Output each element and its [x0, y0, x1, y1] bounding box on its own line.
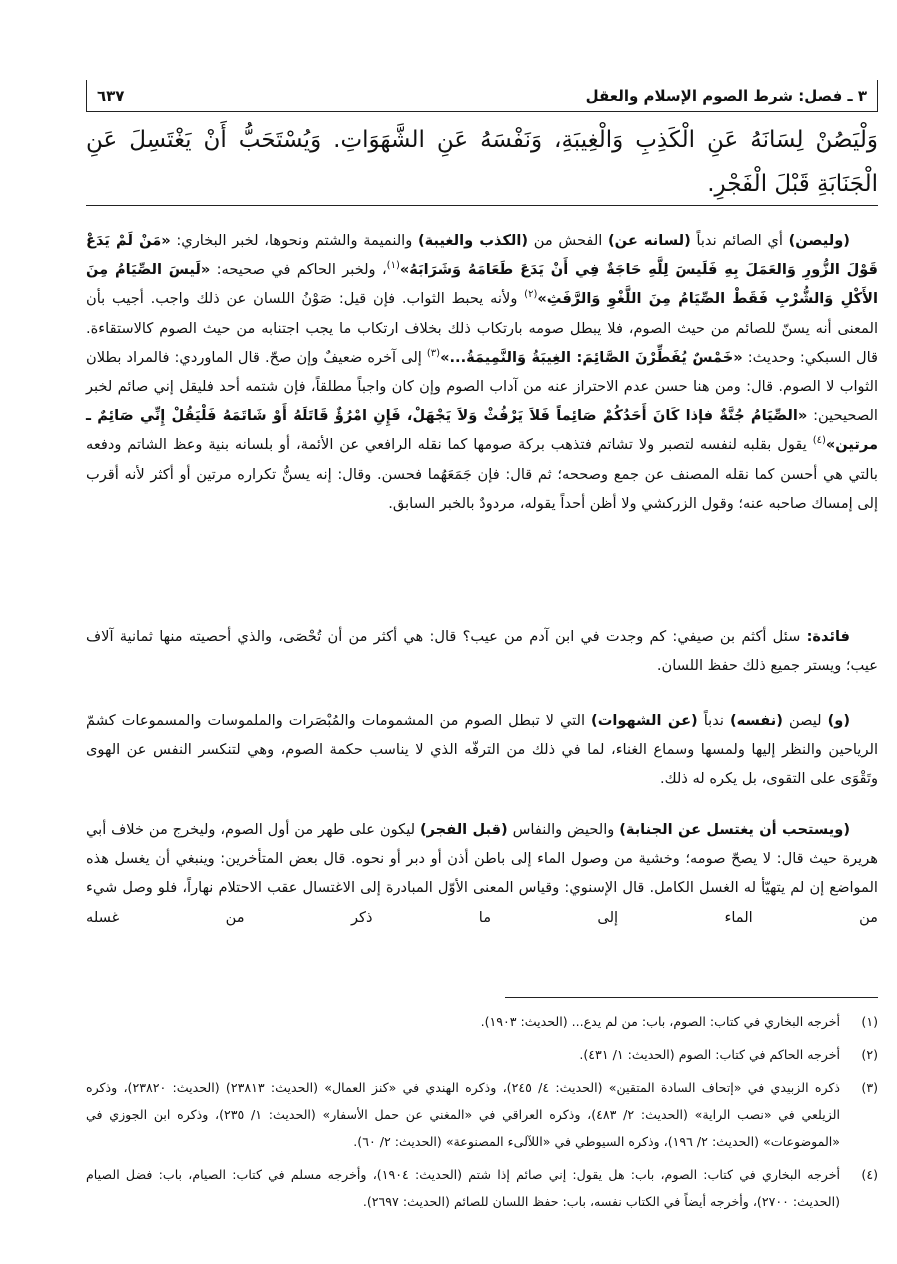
- divider: [86, 205, 878, 206]
- commentary-paragraph: [86, 815, 878, 932]
- footnote-text: أخرجه البخاري في كتاب: الصوم، باب: هل يقول: إني صائم إذا شتم (الحديث: ١٩٠٤)، وأخرجه مسلم في كتاب: الصيام، باب: فضل الصيام (الحديث: ٢٧٠٠)، وأخرجه أيضاً في الكتاب نفسه، باب: حفظ اللسان للصائم (الحديث: ٢٦٩٧).: [86, 1167, 840, 1209]
- footnote-ref: (٣): [426, 347, 441, 359]
- text-segment: ندباً: [697, 712, 730, 729]
- footnote: [86, 1074, 878, 1155]
- text-segment: والنميمة والشتم ونحوها، لخبر البخاري:: [170, 232, 418, 249]
- bold-segment: فائدة:: [806, 628, 850, 645]
- footnote-number: (١): [861, 1014, 878, 1029]
- footnote-number: (٣): [861, 1080, 878, 1095]
- footnote-number: (٢): [861, 1047, 878, 1062]
- commentary-paragraph: [86, 706, 878, 794]
- bold-segment: (قبل الفجر): [419, 821, 508, 838]
- footnote: [86, 1008, 878, 1035]
- text-segment: يقول بقلبه لنفسه لتصبر ولا تشاتم فتذهب بركة صومها كما نقله الرافعي عن الأئمة، أو بلسانه بنية وعظ الشاتم ودفعه بالتي هي أحسن كما نقله المصنف عن جمع وصححه؛ ثم قال: فإن جَمَعَهُما فحسن. وقال: إنه يسنُّ تكراره مرتين أو أكثر لأنه أقرب إلى إمساك صاحبه عنه؛ وقول الزركشي ولا أظن أحداً يقوله، مردودٌ بالخبر السابق.: [86, 436, 878, 512]
- footnote-divider: [505, 997, 878, 998]
- text-segment: ليصن: [782, 712, 828, 729]
- footnote-ref: (٢): [524, 289, 538, 301]
- footnote-number: (٤): [861, 1167, 878, 1182]
- bold-segment: «لَيسَ الصِّيَامُ مِنَ الأَكْلِ وَالشُّرْبِ فَقَطْ الصِّيَامُ مِنَ اللَّغْوِ وَالرَّفَثِ»: [86, 261, 878, 308]
- bold-segment: (الكذب والغيبة): [417, 232, 529, 249]
- bold-segment: (ويستحب أن يغتسل عن الجنابة): [619, 821, 850, 838]
- footnote-ref: (٤): [812, 435, 826, 447]
- text-segment: أي الصائم ندباً: [690, 232, 789, 249]
- footnote-text: أخرجه البخاري في كتاب: الصوم، باب: من لم يدع... (الحديث: ١٩٠٣).: [480, 1014, 840, 1029]
- bold-segment: (عن الشهوات): [591, 712, 698, 729]
- text-segment: الفحش من: [528, 232, 609, 249]
- text-segment: والحيض والنفاس: [507, 821, 620, 838]
- bold-segment: «مَنْ لَمْ يَدَعْ قَوْلَ الزُّورِ وَالعَمَلَ بِهِ فَلَيسَ لِلَّهِ حَاجَةٌ فِي أَنْ يَدَعَ طَعَامَهُ وَشَرَابَهُ»: [86, 232, 878, 279]
- footnote-text: ذكره الزبيدي في «إتحاف السادة المتقين» (الحديث: ٤/ ٢٤٥)، وذكره الهندي في «كنز العمال» (الحديث: ٢٣٨١٣) (الحديث: ٢٣٨٢٠)، وذكره الزيلعي في «نصب الراية» (الحديث: ٢/ ٤٨٣)، وذكره العراقي في «المغني عن حمل الأسفار» (الحديث: ١/ ٢٣٥)، وذكره ابن الجوزي في «الموضوعات» (الحديث: ٢/ ١٩٦)، وذكره السيوطي في «اللآلىء المصنوعة» (الحديث: ٢/ ٦٠).: [86, 1080, 841, 1149]
- bold-segment: «خَمْسٌ يُفَطِّرْنَ الصَّائِمَ: الغِيبَةُ وَالنَّمِيمَةُ...»: [440, 348, 743, 366]
- text-segment: إلى آخره ضعيفٌ وإن صحّ. قال الماوردي: فالمراد بطلان الثواب لا الصوم. قال: ومن هنا حسن عدم الاحتراز عنه من آداب الصوم وإن كان واجباً مطلقاً، فإن شتمه أحد فليقل إني صائم لخبر الصحيحين:: [86, 348, 878, 425]
- footnote-ref: (١): [386, 260, 400, 272]
- text-segment: ، ولخبر الحاكم في صحيحه:: [210, 261, 387, 279]
- main-text: وَلْيَصُنْ لِسَانَهُ عَنِ الْكَذِبِ وَالْغِيبَةِ، وَنَفْسَهُ عَنِ الشَّهَوَاتِ. وَيُسْتَحَبُّ أَنْ يَغْتَسِلَ عَنِ الْجَنَابَةِ قَبْلَ الْفَجْرِ.: [86, 127, 878, 197]
- running-header: [86, 80, 878, 112]
- footnote-text: أخرجه الحاكم في كتاب: الصوم (الحديث: ١/ ٤٣١).: [579, 1047, 840, 1062]
- bold-segment: «الصِّيَامُ جُنَّةٌ فإذا كَانَ أَحَدُكُمْ صَائِماً فَلاَ يَرْفُثْ وَلاَ يَجْهَلْ، فَإِنِ امْرُؤٌ قَاتَلَهُ أَوْ شَاتَمَهُ فَلْيَقُلْ إِنِّي صَائِمٌ ـ مرتين»: [86, 407, 878, 454]
- bold-segment: (لسانه عن): [608, 232, 691, 249]
- text-segment: ليكون على طهر من أول الصوم، وليخرج من خلاف أبي هريرة حيث قال: لا يصحّ صومه؛ وخشية من وصول الماء إلى باطن أذن أو دبر أو نحوه. قال بعض المتأخرين: وينبغي أن يغسل هذه المواضع إن لم يتهيّأ له الغسل الكامل. قال الإسنوي: وقياس المعنى الأوّل المبادرة إلى الاغتسال عقب الاحتلام نهاراً، فلو وصل شيء من الماء إلى ما ذكر من غسله: [86, 821, 878, 926]
- bold-segment: (وليصن): [788, 232, 850, 249]
- chapter-title: ٣ ـ فصل: شرط الصوم الإسلام والعقل: [585, 86, 867, 105]
- bold-segment: (نفسه): [729, 712, 783, 729]
- page-number: ٦٣٧: [97, 86, 125, 105]
- text-segment: ولأنه يحبط الثواب. فإن قيل: صَوْنُ اللسان عن ذلك واجب. أجيب بأن المعنى أنه يسنّ للصائم من حيث الصوم، فلا يبطل صومه بارتكاب ذلك بخلاف ارتكاب ما يجب اجتنابه من حيث الصوم كالاستقاءة. قال السبكي: وحديث:: [86, 290, 879, 366]
- footnote: [86, 1161, 878, 1215]
- text-segment: سئل أكثم بن صيفي: كم وجدت في ابن آدم من عيب؟ قال: هي أكثر من أن تُحْصَى، والذي أحصيته منها ثمانية آلاف عيب؛ ويستر جميع ذلك حفظ اللسان.: [86, 628, 878, 675]
- commentary-paragraph: [86, 622, 878, 680]
- footnotes: [86, 1008, 878, 1221]
- text-segment: التي لا تبطل الصوم من المشمومات والمُبْصَرات والملموسات والمسموعات كشمّ الرياحين والنظر إليها ولمسها وسماع الغناء، لما في ذلك من الترفّه الذي لا يناسب حكمة الصوم، وهي لتنكسر النفس عن الهوى وتَقْوَى على التقوى، بل يكره له ذلك.: [86, 712, 878, 788]
- commentary-paragraph: [86, 226, 878, 518]
- bold-segment: (و): [827, 712, 850, 729]
- footnote: [86, 1041, 878, 1068]
